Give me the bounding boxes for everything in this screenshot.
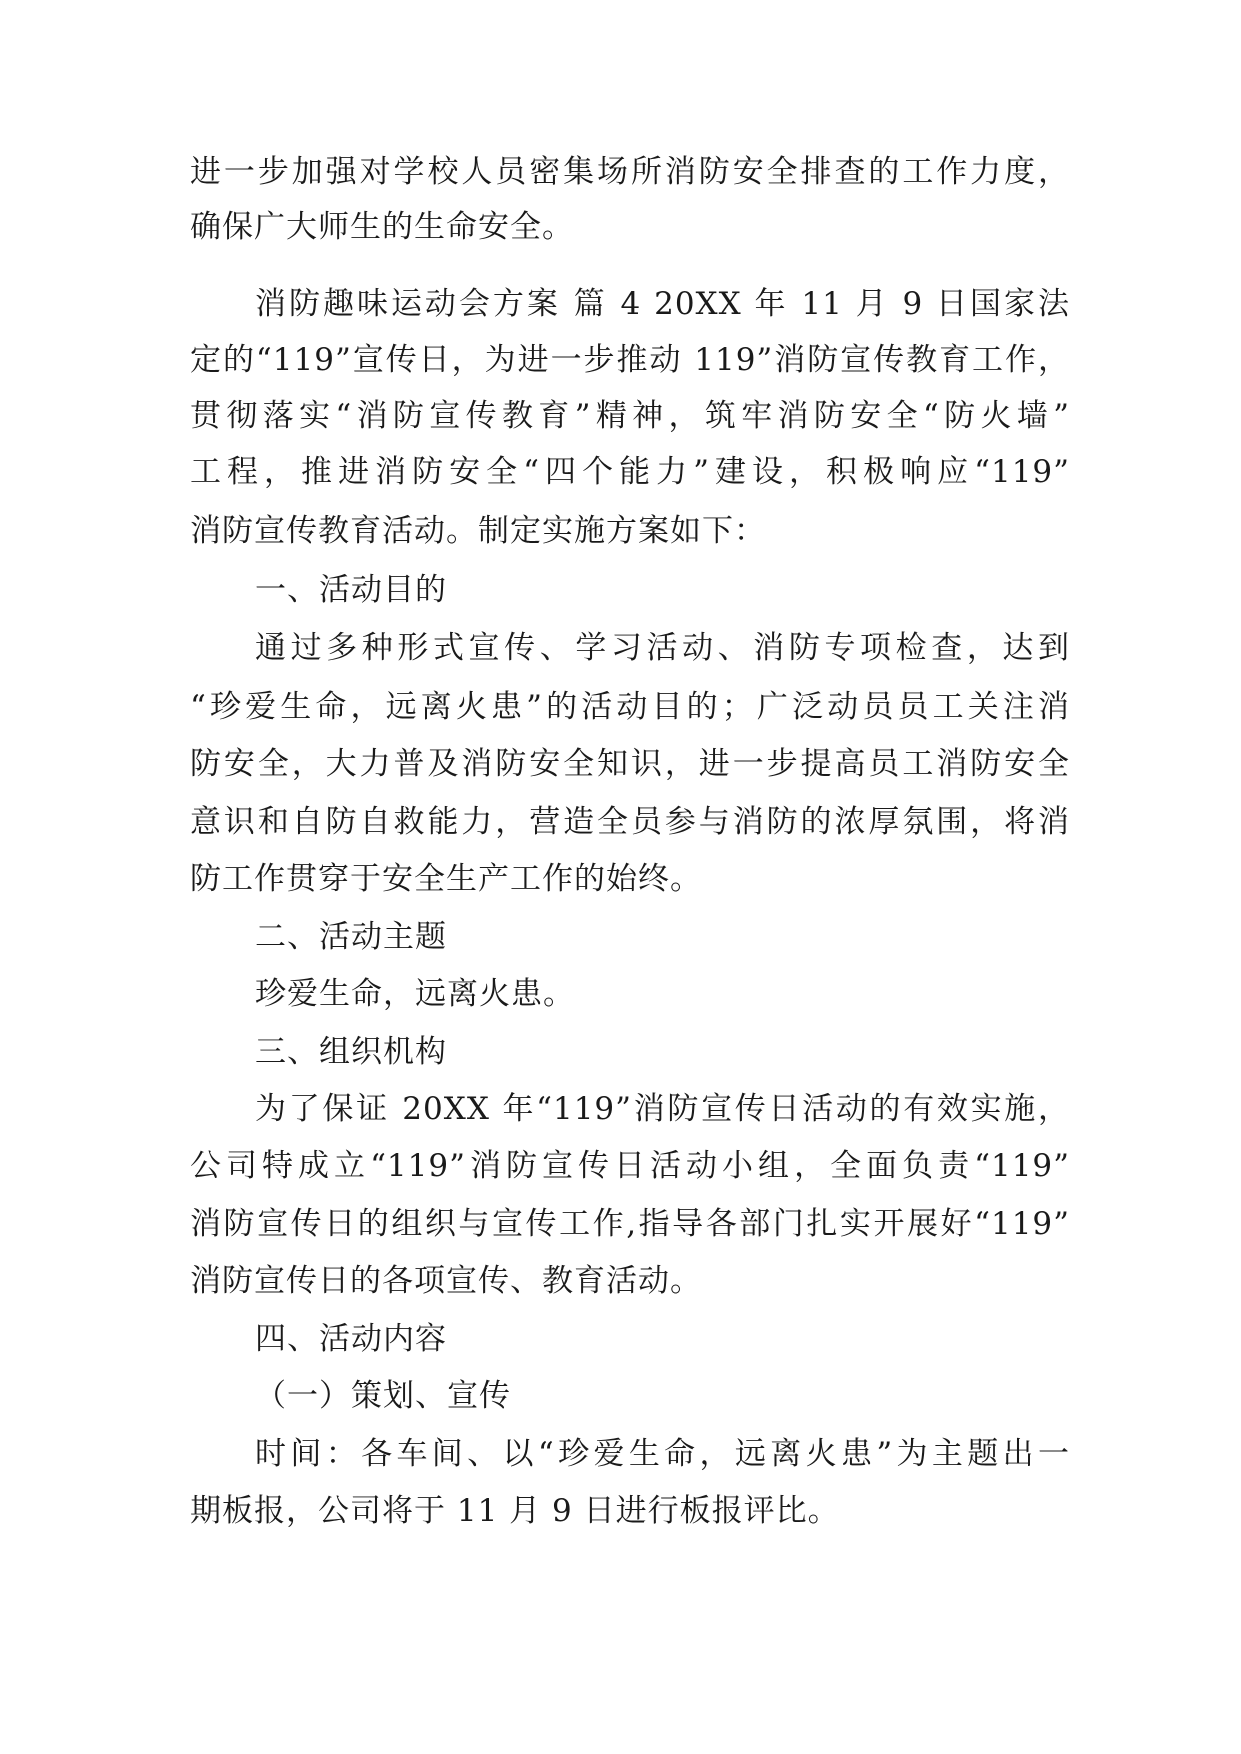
text-line-4: 定的“119”宣传日，为进一步推动 119”消防宣传教育工作， xyxy=(190,342,1070,378)
text-line-10: “珍爱生命，远离火患”的活动目的；广泛动员员工关注消 xyxy=(190,689,1070,725)
text-line-19: 消防宣传日的组织与宣传工作,指导各部门扎实开展好“119” xyxy=(190,1206,1070,1242)
text-line-23: 时间：各车间、以“珍爱生命，远离火患”为主题出一 xyxy=(255,1436,1070,1472)
heading-activity-goal: 一、活动目的 xyxy=(255,572,447,608)
text-line-15: 珍爱生命，远离火患。 xyxy=(255,976,575,1012)
text-line-1: 进一步加强对学校人员密集场所消防安全排查的工作力度， xyxy=(190,154,1070,190)
section-title-line: 消防趣味运动会方案 篇 4 20XX 年 11 月 9 日国家法 xyxy=(255,286,1070,322)
heading-activity-theme: 二、活动主题 xyxy=(255,919,447,955)
text-line-13: 防工作贯穿于安全生产工作的始终。 xyxy=(190,861,702,897)
subheading-planning: （一）策划、宣传 xyxy=(255,1378,511,1414)
text-line-18: 公司特成立“119”消防宣传日活动小组，全面负责“119” xyxy=(190,1148,1070,1184)
heading-activity-content: 四、活动内容 xyxy=(255,1321,447,1357)
text-line-5: 贯彻落实“消防宣传教育”精神，筑牢消防安全“防火墙” xyxy=(190,398,1070,434)
text-line-24: 期板报，公司将于 11 月 9 日进行板报评比。 xyxy=(190,1493,840,1529)
text-line-17: 为了保证 20XX 年“119”消防宣传日活动的有效实施， xyxy=(255,1091,1070,1127)
text-line-9: 通过多种形式宣传、学习活动、消防专项检查，达到 xyxy=(255,630,1070,666)
text-line-20: 消防宣传日的各项宣传、教育活动。 xyxy=(190,1263,702,1299)
text-line-6: 工程，推进消防安全“四个能力”建设，积极响应“119” xyxy=(190,454,1070,490)
text-line-7: 消防宣传教育活动。制定实施方案如下： xyxy=(190,513,766,549)
text-line-11: 防安全，大力普及消防安全知识，进一步提高员工消防安全 xyxy=(190,746,1070,782)
heading-organization: 三、组织机构 xyxy=(255,1034,447,1070)
text-line-12: 意识和自防自救能力，营造全员参与消防的浓厚氛围，将消 xyxy=(190,804,1070,840)
text-line-2: 确保广大师生的生命安全。 xyxy=(190,209,574,245)
